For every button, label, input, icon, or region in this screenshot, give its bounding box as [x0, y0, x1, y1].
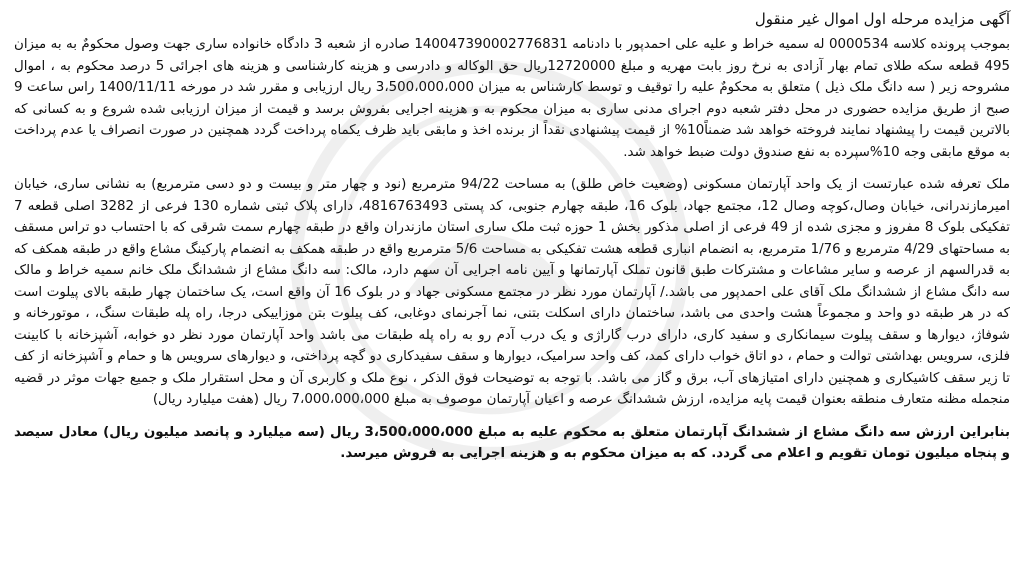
- notice-title: آگهی مزایده مرحله اول اموال غیر منقول: [754, 10, 1010, 28]
- paragraph-property-description: ملک تعرفه شده عبارتست از یک واحد آپارتمان مسکونی (وضعیت خاص طلق) به مساحت 94/22 مترمربع (نود و چهار متر و بیست و دو دسی مترمربع) به نشانی ساری، خیابان امیرمازندرانی، خیابان وصال،کوچه وصال 12، مجتمع جهاد، بلوک 16، طبقه چهارم جنوبی، کد پستی 4816763493، دارای پلاک ثبتی شماره 130 فرعی از 3282 اصلی قطعه 7 تفکیکی بلوک 8 مفروز و مجزی شده از 49 فرعی از اصلی مذکور بخش 1 حوزه ثبت ملک ساری استان مازندران واقع در طبقه چهارم سمت شرقی که با احتساب دو تراس مسقف به مساحتهای 4/29 مترمربع و 1/76 مترمربع، به انضمام انباری قطعه هشت تفکیکی به مساحت 5/6 مترمربع واقع در طبقه همکف به انضمام پارکینگ مشاع واقع در طبقه همکف که به قدرالسهم از عرصه و سایر مشاعات و مشترکات طبق قانون تملک آپارتمانها و آیین نامه اجرایی آن سهم دارد، مالک: سه دانگ مشاع از ششدانگ ملک خانم سمیه خراط و مالک سه دانگ مشاع از ششدانگ ملک آقای علی احمدپور می باشد./ آپارتمان مورد نظر در مجتمع مسکونی جهاد و در بلوک 16 آن واقع است، یک ساختمان چهار طبقه بالای پیلوت است که در هر طبقه دو واحد و مجموعاً هشت واحدی می باشد، ساختمان دارای اسکلت بتنی، نما آجرنمای دوغابی، کف پیلوت بتن موزاییکی درجا، راه پله طبقات سنگ، ، موتورخانه و شوفاژ، دیوارها و سقف پیلوت سیمانکاری و سفید کاری، دارای درب گاراژی و یک درب آدم رو به راه پله طبقات می باشد واحد آپارتمان مورد نظر دو خوابه، آشپزخانه با کابینت فلزی، سرویس بهداشتی توالت و حمام ، دو اتاق خواب دارای کمد، کف واحد سرامیک، دیوارها و سقف سفیدکاری دو گچه پرداختی، و دیوارهای سرویس ها و حمام و آشپزخانه از کف تا زیر سقف کاشیکاری و همچنین دارای امتیازهای آب، برق و گاز می باشد. با توجه به توضیحات فوق الذکر ، نوع ملک و کاربری آن و محل استقرار ملک و جمیع جهات موثر در قضیه منجمله مظنه متعارف منطقه بعنوان قیمت پایه مزایده، ارزش ششدانگ عرصه و اعیان آپارتمان موصوف به مبلغ 7،000،000،000 ریال (هفت میلیارد ریال): [14, 177, 1011, 407]
- paragraph-valuation-conclusion: بنابراین ارزش سه دانگ مشاع از ششدانگ آپارتمان متعلق به محکوم علیه به مبلغ 3،500،000،000 ریال (سه میلیارد و پانصد میلیون ریال) معادل سیصد و پنجاه میلیون تومان تقویم و اعلام می گردد. که به میزان محکوم به و هزینه اجرایی به فروش میرسد.: [14, 424, 1010, 461]
- paragraph-judgment: بموجب پرونده کلاسه 0000534 له سمیه خراط و علیه علی احمدپور با دادنامه 140047390002776831 صادره از شعبه 3 دادگاه خانواده ساری جهت وصول محکومٌ به به میزان 495 قطعه سکه طلای تمام بهار آزادی به نرخ روز بابت مهریه و مبلغ 12720000ریال حق الوکاله و دادرسی و هزینه کارشناسی و هزینه های اجرائی 5 درصد محکوم به ، اموال مشروحه زیر ( سه دانگ ملک ذیل ) متعلق به محکومٌ علیه را توقیف و توسط کارشناس به میزان 3،500،000،000 ریال ارزیابی و مقرر شد در مورخه 1400/11/11 راس ساعت 9 صبح از طریق مزایده حضوری در محل دفتر شعبه دوم اجرای مدنی ساری به میزان محکوم به و هزینه اجرایی بفروش برسد و قیمت از میزان ارزیابی شده شروع و به کسانی که بالاترین قیمت را پیشنهاد نمایند فروخته خواهد شد ضمناً10% از قیمت پیشنهادی نقداً از برنده اخذ و مابقی باید ظرف یکماه پرداخت گردد همچنین در صورت انصراف یا عدم پرداخت به موقع مابقی وجه 10%سپرده به نفع صندوق دولت ضبط خواهد شد.: [14, 37, 1010, 160]
